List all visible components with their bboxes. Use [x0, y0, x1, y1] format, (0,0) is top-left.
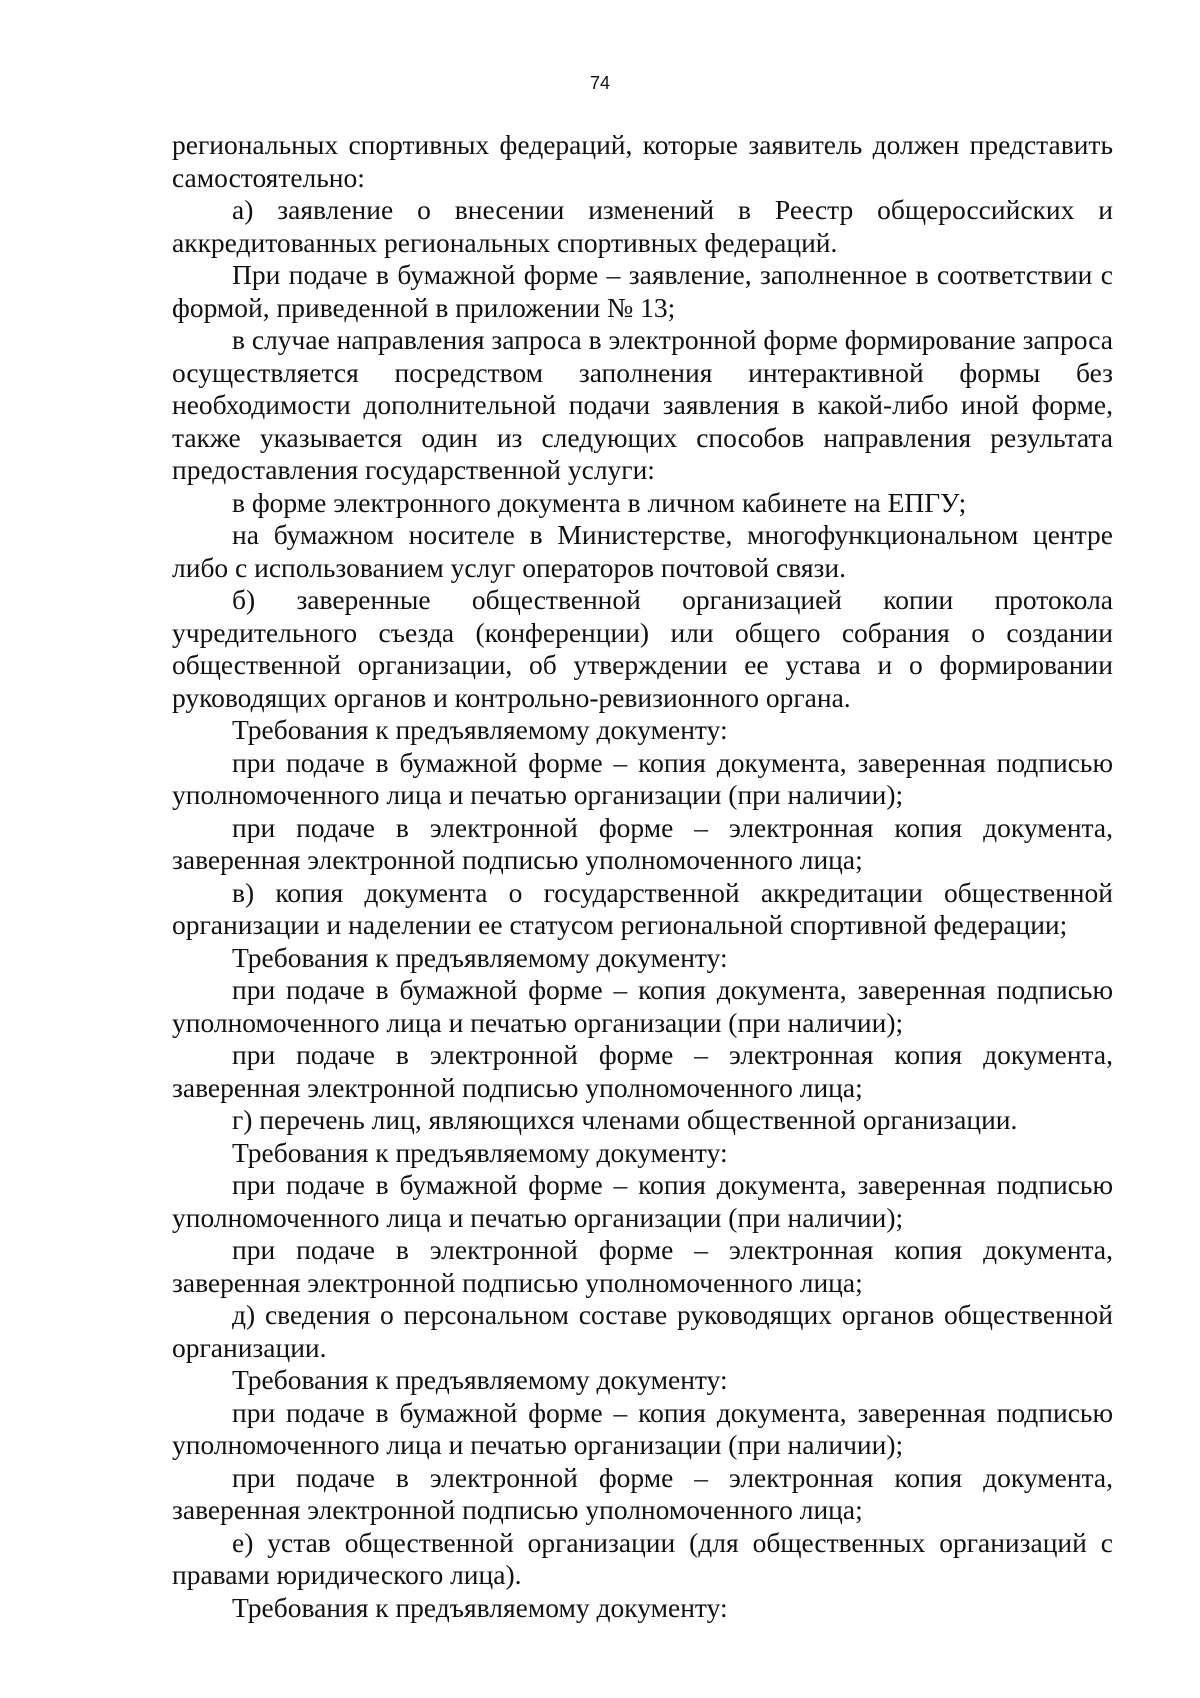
- paragraph: при подаче в бумажной форме – копия документа, заверенная подписью уполномоченного лица и печатью организации (при наличии);: [172, 974, 1113, 1038]
- paragraph: Требования к предъявляемому документу:: [232, 1136, 728, 1168]
- paragraph: в случае направления запроса в электронной форме формирование запроса осуществляется посредством заполнения интерактивной формы без необходимости дополнительной подачи заявления в какой-либо иной форме, также указывается один из следующих способов направления результата предоставления государственной услуги:: [172, 324, 1113, 485]
- paragraph: при подаче в бумажной форме – копия документа, заверенная подписью уполномоченного лица и печатью организации (при наличии);: [172, 1169, 1113, 1233]
- paragraph: При подаче в бумажной форме – заявление, заполненное в соответствии с формой, приведенной в приложении № 13;: [172, 259, 1113, 323]
- paragraph: б) заверенные общественной организацией копии протокола учредительного съезда (конференции) или общего собрания о создании общественной организации, об утверждении ее устава и о формировании руководящих органов и контрольно-ревизионного органа.: [172, 584, 1113, 713]
- paragraph: при подаче в электронной форме – электронная копия документа, заверенная электронной подписью уполномоченного лица;: [172, 1039, 1113, 1103]
- paragraph: региональных спортивных федераций, которые заявитель должен представить самостоятельно:: [172, 129, 1113, 193]
- paragraph: е) устав общественной организации (для общественных организаций с правами юридического лица).: [172, 1526, 1113, 1590]
- paragraph: в форме электронного документа в личном кабинете на ЕПГУ;: [232, 486, 967, 518]
- paragraph: г) перечень лиц, являющихся членами общественной организации.: [232, 1104, 1018, 1135]
- paragraph: на бумажном носителе в Министерстве, многофункциональном центре либо с использованием услуг операторов почтовой связи.: [172, 519, 1113, 583]
- paragraph: в) копия документа о государственной аккредитации общественной организации и наделении ее статусом региональной спортивной федерации;: [172, 876, 1113, 940]
- paragraph: при подаче в электронной форме – электронная копия документа, заверенная электронной подписью уполномоченного лица;: [172, 1461, 1113, 1525]
- paragraph: при подаче в электронной форме – электронная копия документа, заверенная электронной подписью уполномоченного лица;: [172, 811, 1113, 875]
- paragraph: при подаче в бумажной форме – копия документа, заверенная подписью уполномоченного лица и печатью организации (при наличии);: [172, 746, 1113, 810]
- paragraph: Требования к предъявляемому документу:: [232, 1364, 728, 1395]
- page-number: 74: [589, 73, 611, 93]
- paragraph: д) сведения о персональном составе руководящих органов общественной организации.: [172, 1299, 1113, 1363]
- paragraph: а) заявление о внесении изменений в Реестр общероссийских и аккредитованных региональных спортивных федераций.: [172, 194, 1113, 258]
- paragraph: при подаче в электронной форме – электронная копия документа, заверенная электронной подписью уполномоченного лица;: [172, 1234, 1113, 1298]
- paragraph: Требования к предъявляемому документу:: [232, 941, 728, 973]
- document-body: [172, 129, 1113, 1624]
- paragraph: Требования к предъявляемому документу:: [232, 1591, 728, 1623]
- paragraph: при подаче в бумажной форме – копия документа, заверенная подписью уполномоченного лица и печатью организации (при наличии);: [172, 1396, 1113, 1460]
- paragraph: Требования к предъявляемому документу:: [232, 714, 728, 745]
